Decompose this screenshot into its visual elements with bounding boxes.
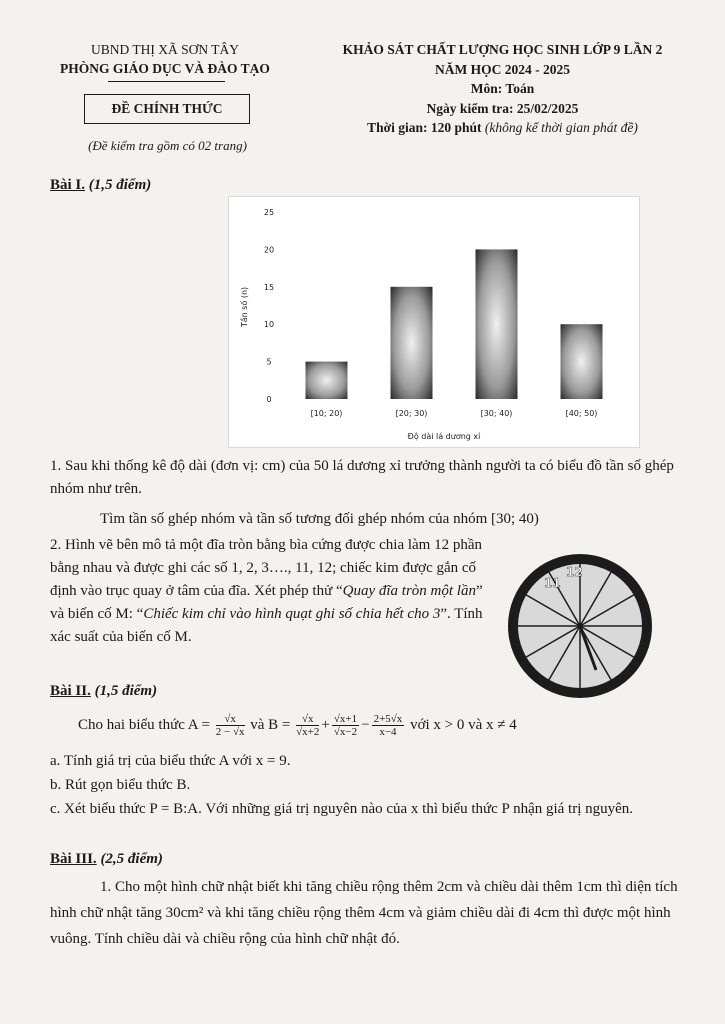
bai1-q2 xyxy=(50,534,498,649)
duration-label: Thời gian: 120 phút xyxy=(367,120,482,135)
fraction-A xyxy=(216,713,245,738)
header-left-rule xyxy=(108,81,225,82)
bai3-heading xyxy=(50,848,163,871)
official-exam-box: ĐỀ CHÍNH THỨC xyxy=(84,94,250,124)
q2-text-a: 2. Hình vẽ bên mô tả một đĩa tròn bằng bìa cứng được chia làm 12 phần bằng nhau và được ghi các số 1, 2, 3…., 11, 12; chiếc kim được gắn cố định vào trục quay ở tâm của đĩa. Xét phép thử “ xyxy=(50,537,483,599)
header-right xyxy=(300,40,705,138)
bai2-and: và B = xyxy=(250,717,291,733)
bai3-points: (2,5 điểm) xyxy=(100,851,163,867)
chart-bar xyxy=(561,324,603,399)
x-tick-label: [30; 40) xyxy=(480,409,513,418)
duration-note: (không kể thời gian phát đề) xyxy=(484,120,638,135)
agency-name: UBND THỊ XÃ SƠN TÂY xyxy=(90,42,239,57)
chart-bar xyxy=(306,362,348,399)
bai1-title: Bài I. xyxy=(50,177,86,193)
header-left xyxy=(40,40,290,78)
pages-note: (Đề kiểm tra gồm có 02 trang) xyxy=(88,138,247,153)
q2-experiment: Quay đĩa tròn một lần xyxy=(342,583,476,599)
y-tick-label: 25 xyxy=(263,208,275,217)
fraction-B2 xyxy=(332,713,359,738)
department-name: PHÒNG GIÁO DỤC VÀ ĐÀO TẠO xyxy=(60,61,270,76)
exam-date: Ngày kiểm tra: 25/02/2025 xyxy=(426,100,579,116)
bai3-title: Bài III. xyxy=(50,851,97,867)
bai2-condition: với x > 0 và x ≠ 4 xyxy=(410,717,517,733)
B3-numerator: 2+5√x xyxy=(373,713,403,726)
exam-duration xyxy=(300,118,705,138)
bai3-q1: 1. Cho một hình chữ nhật biết khi tăng chiều rộng thêm 2cm và chiều dài thêm 1cm thì diện tích hình chữ nhật tăng 30cm² và khi tăng chiều rộng thêm 4cm và giảm chiều dài đi 4cm thì được một hình vuông. Tính chiều dài và chiều rộng của hình chữ nhật đó. xyxy=(50,879,678,947)
q2-text-b: ” và biến cố M: “ xyxy=(50,583,483,622)
chart-y-label: Tần số (n) xyxy=(240,286,249,328)
disk-label-11: 11 xyxy=(544,576,561,590)
x-tick-label: [40; 50) xyxy=(565,409,598,418)
chart-svg xyxy=(229,197,639,447)
disk-label-12: 12 xyxy=(566,565,583,579)
bai2-title: Bài II. xyxy=(50,683,91,699)
bai1-points: (1,5 điểm) xyxy=(88,177,152,193)
B1-denominator: √x+2 xyxy=(296,726,320,739)
school-year: NĂM HỌC 2024 - 2025 xyxy=(435,61,570,77)
bai1-q1-task: Tìm tần số ghép nhóm và tần số tương đối ghép nhóm của nhóm [30; 40) xyxy=(100,511,539,527)
y-tick-label: 15 xyxy=(263,282,275,292)
B2-denominator: √x−2 xyxy=(333,726,358,739)
q2-text-c: ”. Tính xác suất của biến cố M. xyxy=(50,606,483,645)
q2-event: Chiếc kim chỉ vào hình quạt ghi số chia hết cho 3 xyxy=(143,606,441,622)
B2-numerator: √x+1 xyxy=(333,713,358,726)
A-denominator: 2 − √x xyxy=(215,726,245,739)
y-tick-label: 5 xyxy=(266,357,272,367)
B1-numerator: √x xyxy=(296,713,319,726)
frequency-chart xyxy=(228,196,640,448)
bai2-expressions: Cho hai biểu thức A = $\frac{√x}{2 - √x}$ và B = $\frac{√x}{√x+2}$ + $\frac{√x+1}{√x-2}$ − $\frac{2+5√x}{x-4}$ với x > 0 và x ≠ 4 xyxy=(78,713,517,739)
y-tick-label: 20 xyxy=(263,245,275,255)
bai2-part-c: c. Xét biểu thức P = B:A. Với những giá trị nguyên nào của x thì biểu thức P nhận giá trị nguyên. xyxy=(50,801,634,817)
bai2-part-a: a. Tính giá trị của biểu thức A với x = 9. xyxy=(50,753,291,769)
bai2-part-b: b. Rút gọn biểu thức B. xyxy=(50,777,191,793)
spinner-disk xyxy=(506,552,654,700)
chart-bar xyxy=(476,249,518,399)
y-tick-label: 0 xyxy=(266,395,272,404)
bai1-heading xyxy=(50,174,151,197)
chart-bar xyxy=(391,287,433,399)
x-tick-label: [10; 20) xyxy=(310,409,343,418)
bai1-q1: 1. Sau khi thống kê độ dài (đơn vị: cm) của 50 lá dương xỉ trưởng thành người ta có biểu đồ tần số ghép nhóm như trên. xyxy=(50,458,674,497)
A-numerator: √x xyxy=(216,713,245,726)
x-tick-label: [20; 30) xyxy=(395,409,428,418)
fraction-B3 xyxy=(372,713,405,738)
subject: Môn: Toán xyxy=(470,81,535,96)
bai2-points: (1,5 điểm) xyxy=(94,683,158,699)
y-tick-label: 10 xyxy=(263,320,275,330)
exam-title: KHẢO SÁT CHẤT LƯỢNG HỌC SINH LỚP 9 LẦN 2 xyxy=(342,42,663,57)
B3-denominator: x−4 xyxy=(379,726,397,739)
fraction-B1 xyxy=(296,713,319,738)
bai2-intro: Cho hai biểu thức A = xyxy=(78,717,210,733)
chart-x-label: Độ dài lá dương xỉ xyxy=(407,432,481,441)
bai2-heading xyxy=(50,680,157,703)
